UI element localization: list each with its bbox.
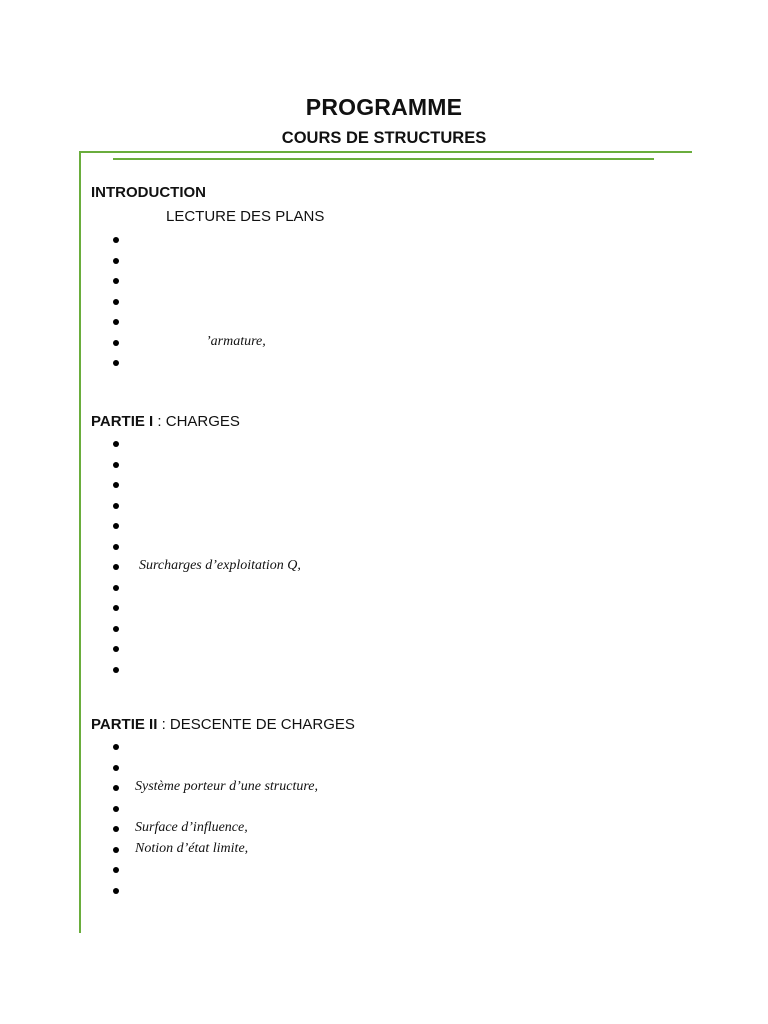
bullet-icon: [113, 667, 119, 673]
bullet-icon: [113, 826, 119, 832]
bullet-icon: [113, 626, 119, 632]
bullet-icon: [113, 806, 119, 812]
bullet-icon: [113, 237, 119, 243]
bullet-icon: [113, 462, 119, 468]
introduction-heading-text: INTRODUCTION: [91, 184, 206, 201]
bullet-icon: [113, 605, 119, 611]
bullet-icon: [113, 646, 119, 652]
bullet-icon: [113, 441, 119, 447]
bullet-icon: [113, 744, 119, 750]
bullet-icon: [113, 258, 119, 264]
bullet-icon: [113, 299, 119, 305]
list-item-text: Système porteur d’une structure,: [135, 779, 318, 794]
introduction-heading: [91, 184, 206, 201]
lecture-des-plans-subheading: LECTURE DES PLANS: [166, 208, 325, 225]
bullet-icon: [113, 340, 119, 346]
bullet-icon: [113, 360, 119, 366]
partie-2-title: : DESCENTE DE CHARGES: [157, 716, 355, 733]
partie-2-label: PARTIE II: [91, 716, 158, 733]
partie-1-heading: [91, 413, 240, 430]
bullet-icon: [113, 785, 119, 791]
inner-rule: [113, 158, 654, 160]
partie-1-title: : CHARGES: [153, 413, 240, 430]
page-title: PROGRAMME: [305, 94, 463, 120]
list-item-text: Notion d’état limite,: [135, 840, 249, 856]
bullet-icon: [113, 888, 119, 894]
list-item-text: ’armature,: [206, 333, 266, 349]
left-rule: [79, 151, 81, 933]
bullet-icon: [113, 503, 119, 509]
list-item-text: Surcharges d’exploitation Q,: [139, 558, 301, 573]
bullet-icon: [113, 278, 119, 284]
bullet-icon: [113, 765, 119, 771]
page-subtitle: COURS DE STRUCTURES: [281, 129, 487, 147]
bullet-icon: [113, 523, 119, 529]
bullet-icon: [113, 564, 119, 570]
top-rule: [80, 151, 692, 153]
bullet-icon: [113, 585, 119, 591]
bullet-icon: [113, 847, 119, 853]
bullet-icon: [113, 867, 119, 873]
bullet-icon: [113, 319, 119, 325]
partie-1-label: PARTIE I: [91, 413, 154, 430]
bullet-icon: [113, 544, 119, 550]
bullet-icon: [113, 482, 119, 488]
partie-2-heading: [91, 716, 355, 733]
list-item-text: Surface d’influence,: [135, 820, 248, 835]
